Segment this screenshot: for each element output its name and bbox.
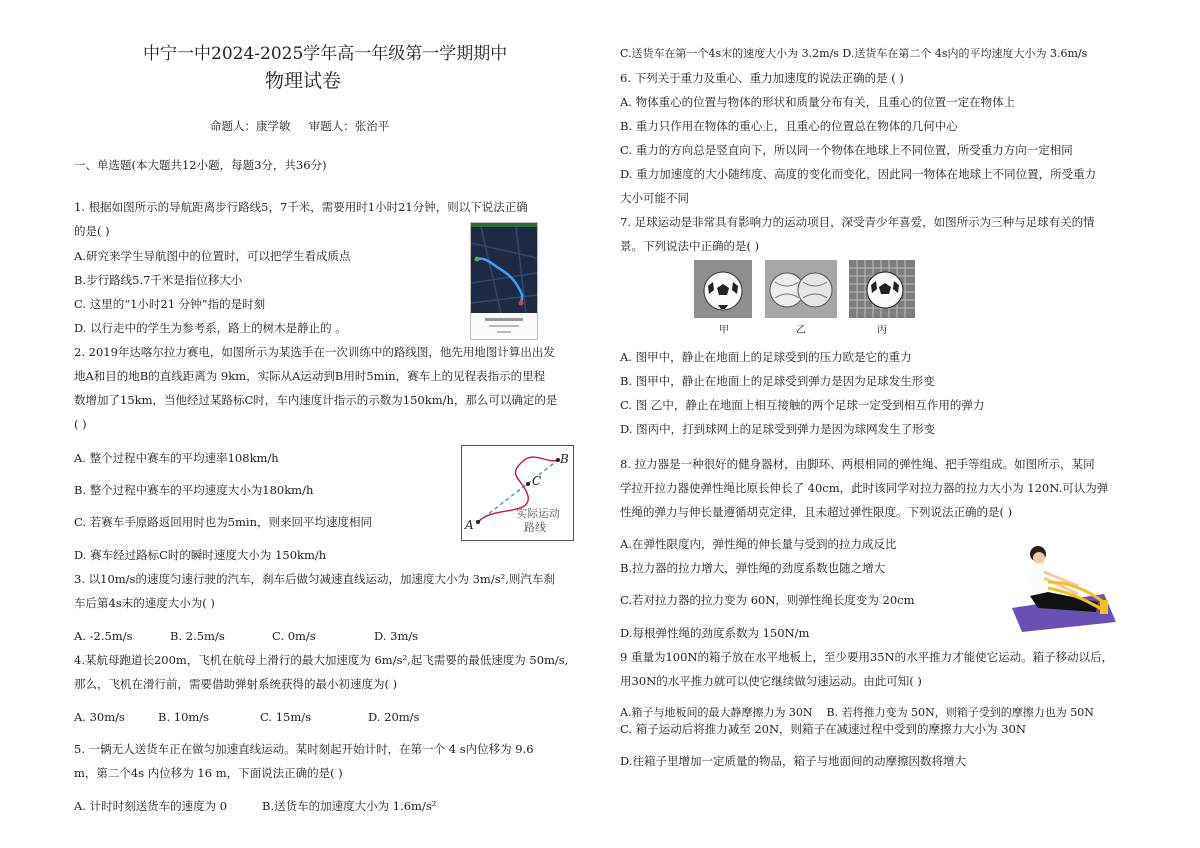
q3-option-a: A. -2.5m/s — [74, 629, 133, 643]
point-b-label: B — [560, 452, 569, 466]
q2-stem-line1: 2. 2019年达喀尔拉力赛电，如图所示为某选手在一次训练中的路线图，他先用地图计算出出发 — [74, 345, 555, 359]
q7-option-c: C. 图 乙中，静止在地面上相互接触的两个足球一定受到相互作用的弹力 — [620, 398, 985, 412]
q7-stem-line1: 7. 足球运动是非常具有影响力的运动项目，深受青少年喜爱，如图所示为三种与足球有关的情 — [620, 215, 1095, 229]
q5-stem-line2: m，第二个4s 内位移为 16 m，下面说法正确的是( ) — [74, 766, 343, 780]
exercise-graphic — [1008, 542, 1118, 632]
q4-option-b: B. 10m/s — [158, 710, 210, 724]
q6-option-c: C. 重力的方向总是竖直向下，所以同一个物体在地球上不同位置，所受重力方向一定相同 — [620, 143, 1073, 157]
q4-option-c: C. 15m/s — [260, 710, 312, 724]
q1-option-a: A.研究来学生导航图中的位置时，可以把学生看成质点 — [74, 249, 351, 263]
q6-option-a: A. 物体重心的位置与物体的形状和质量分布有关，且重心的位置一定在物体上 — [620, 95, 1016, 109]
q4-option-d: D. 20m/s — [368, 710, 420, 724]
q7-option-d: D. 图丙中，打到球网上的足球受到弹力是因为球网发生了形变 — [620, 422, 936, 436]
q8-stem-line3: 性绳的弹力与伸长量遵循胡克定律，且未超过弹性限度。下列说法正确的是( ) — [620, 505, 1013, 519]
q9-stem-line1: 9 重量为100N的箱子放在水平地板上，至少要用35N的水平推力才能使它运动。箱子移动以后， — [620, 650, 1114, 664]
section-heading: 一、单选题(本大题共12小题，每题3分，共36分) — [74, 158, 327, 172]
point-c-label: C — [532, 474, 542, 488]
q9-option-c: C. 箱子运动后将推力减至 20N，则箱子在减速过程中受到的摩擦力大小为 30N — [620, 722, 1026, 736]
q3-stem-line1: 3. 以10m/s的速度匀速行驶的汽车，刹车后做匀减速直线运动，加速度大小为 3m/s²,则汽车刹 — [74, 572, 555, 586]
football-photo-yi — [765, 260, 837, 318]
q8-stem-line1: 8. 拉力器是一种很好的健身器材，由脚环、两根相同的弹性绳、把手等组成。如图所示，某同 — [620, 457, 1095, 471]
page-subtitle: 物理试卷 — [265, 70, 342, 92]
q5-option-a: A. 计时时刻送货车的速度为 0 — [74, 799, 228, 813]
q9-option-d: D.往箱子里增加一定质量的物品，箱子与地面间的动摩擦因数将增大 — [620, 754, 966, 768]
q9-stem-line2: 用30N的水平推力就可以使它继续做匀速运动。由此可知( ) — [620, 674, 922, 688]
q1-stem-line2: 的是( ) — [74, 224, 110, 238]
navigation-map-image — [470, 222, 538, 340]
q4-stem-line2: 那么，飞机在滑行前，需要借助弹射系统获得的最小初速度为( ) — [74, 677, 398, 691]
q8-stem-line2: 学拉开拉力器使弹性绳比原长伸长了 40cm，此时该同学对拉力器的拉力大小为 120N.可认为弹 — [620, 481, 1109, 495]
q9-option-ab: A.箱子与地板间的最大静摩擦力为 30N B. 若将推力变为 50N，则箱子受到的摩擦力也为 50N — [620, 706, 1094, 719]
q6-option-d-line2: 大小可能不同 — [620, 191, 689, 205]
q2-option-b: B. 整个过程中赛车的平均速度大小为180km/h — [74, 483, 314, 497]
q2-option-d: D. 赛车经过路标C时的瞬时速度大小为 150km/h — [74, 548, 327, 562]
football-graphic-bing — [849, 260, 915, 318]
q3-option-d: D. 3m/s — [374, 629, 419, 643]
q1-option-b: B.步行路线5.7千米是指位移大小 — [74, 273, 243, 287]
q2-option-c: C. 若赛车手原路返回用时也为5min，则来回平均速度相同 — [74, 515, 373, 529]
football-graphic-yi — [765, 260, 837, 318]
q2-option-a: A. 整个过程中赛车的平均速率108km/h — [74, 451, 279, 465]
point-a-label: A — [465, 518, 474, 532]
authors-line: 命题人：康学敏 审题人：张治平 — [210, 119, 390, 133]
photo-label-yi: 乙 — [796, 325, 806, 336]
q6-option-d-line1: D. 重力加速度的大小随纬度、高度的变化而变化，因此同一物体在地球上不同位置，所受重力 — [620, 167, 1097, 181]
q5-option-cd: C.送货车在第一个4s末的速度大小为 3.2m/s D.送货车在第二个 4s内的平均速度大小为 3.6m/s — [620, 47, 1088, 60]
q7-option-b: B. 图甲中，静止在地面上的足球受到弹力是因为足球发生形变 — [620, 374, 935, 388]
q5-option-b: B.送货车的加速度大小为 1.6m/s² — [262, 799, 437, 813]
route-diagram — [461, 445, 574, 541]
q3-option-b: B. 2.5m/s — [170, 629, 225, 643]
q3-option-c: C. 0m/s — [272, 629, 316, 643]
route-label-line1: 实际运动 — [516, 507, 560, 520]
q4-stem-line1: 4.某航母跑道长200m，飞机在航母上滑行的最大加速度为 6m/s²,起飞需要的最低速度为 50m/s, — [74, 653, 569, 667]
q1-option-c: C. 这里的“1小时21 分钟”指的是时刻 — [74, 297, 266, 311]
football-photo-bing — [849, 260, 915, 318]
q2-stem-line2: 地A和目的地B的直线距离为 9km，实际从A运动到B用时5min，赛车上的见程表指示的里程 — [74, 369, 546, 383]
q5-stem-line1: 5. 一辆无人送货车正在做匀加速直线运动。某时刻起开始计时，在第一个 4 s内位移为 9.6 — [74, 742, 534, 756]
photo-label-bing: 丙 — [877, 325, 887, 336]
q6-option-b: B. 重力只作用在物体的重心上，且重心的位置总在物体的几何中心 — [620, 119, 958, 133]
football-photo-jia — [694, 260, 752, 318]
exercise-photo — [1008, 542, 1118, 632]
q7-option-a: A. 图甲中，静止在地面上的足球受到的压力欧是它的重力 — [620, 350, 912, 364]
q8-option-c: C.若对拉力器的拉力变为 60N，则弹性绳长度变为 20cm — [620, 593, 915, 607]
map-graphic — [471, 223, 537, 339]
q2-stem-line3: 数增加了15km，当他经过某路标C时，车内速度计指示的示数为150km/h，那么可以确定的是 — [74, 393, 558, 407]
photo-label-jia: 甲 — [719, 325, 729, 336]
q3-stem-line2: 车后第4s末的速度大小为( ) — [74, 596, 215, 610]
page-title: 中宁一中2024-2025学年高一年级第一学期期中 — [143, 44, 508, 64]
q4-option-a: A. 30m/s — [74, 710, 125, 724]
route-graphic — [462, 446, 573, 540]
route-label-line2: 路线 — [524, 521, 546, 534]
q1-stem-line1: 1. 根据如图所示的导航距离步行路线5，7千米，需要用时1小时21分钟，则以下说法正确 — [74, 200, 528, 214]
q7-stem-line2: 景。下列说法中正确的是( ) — [620, 239, 760, 253]
q8-option-b: B.拉力器的拉力增大，弹性绳的劲度系数也随之增大 — [620, 561, 886, 575]
q8-option-d: D.每根弹性绳的劲度系数为 150N/m — [620, 626, 810, 640]
q1-option-d: D. 以行走中的学生为参考系，路上的树木是静止的 。 — [74, 321, 347, 335]
football-graphic-jia — [694, 260, 752, 318]
q2-stem-line4: ( ) — [74, 417, 87, 431]
q6-stem: 6. 下列关于重力及重心、重力加速度的说法正确的是 ( ) — [620, 71, 904, 85]
q8-option-a: A.在弹性限度内，弹性绳的伸长量与受到的拉力成反比 — [620, 537, 897, 551]
